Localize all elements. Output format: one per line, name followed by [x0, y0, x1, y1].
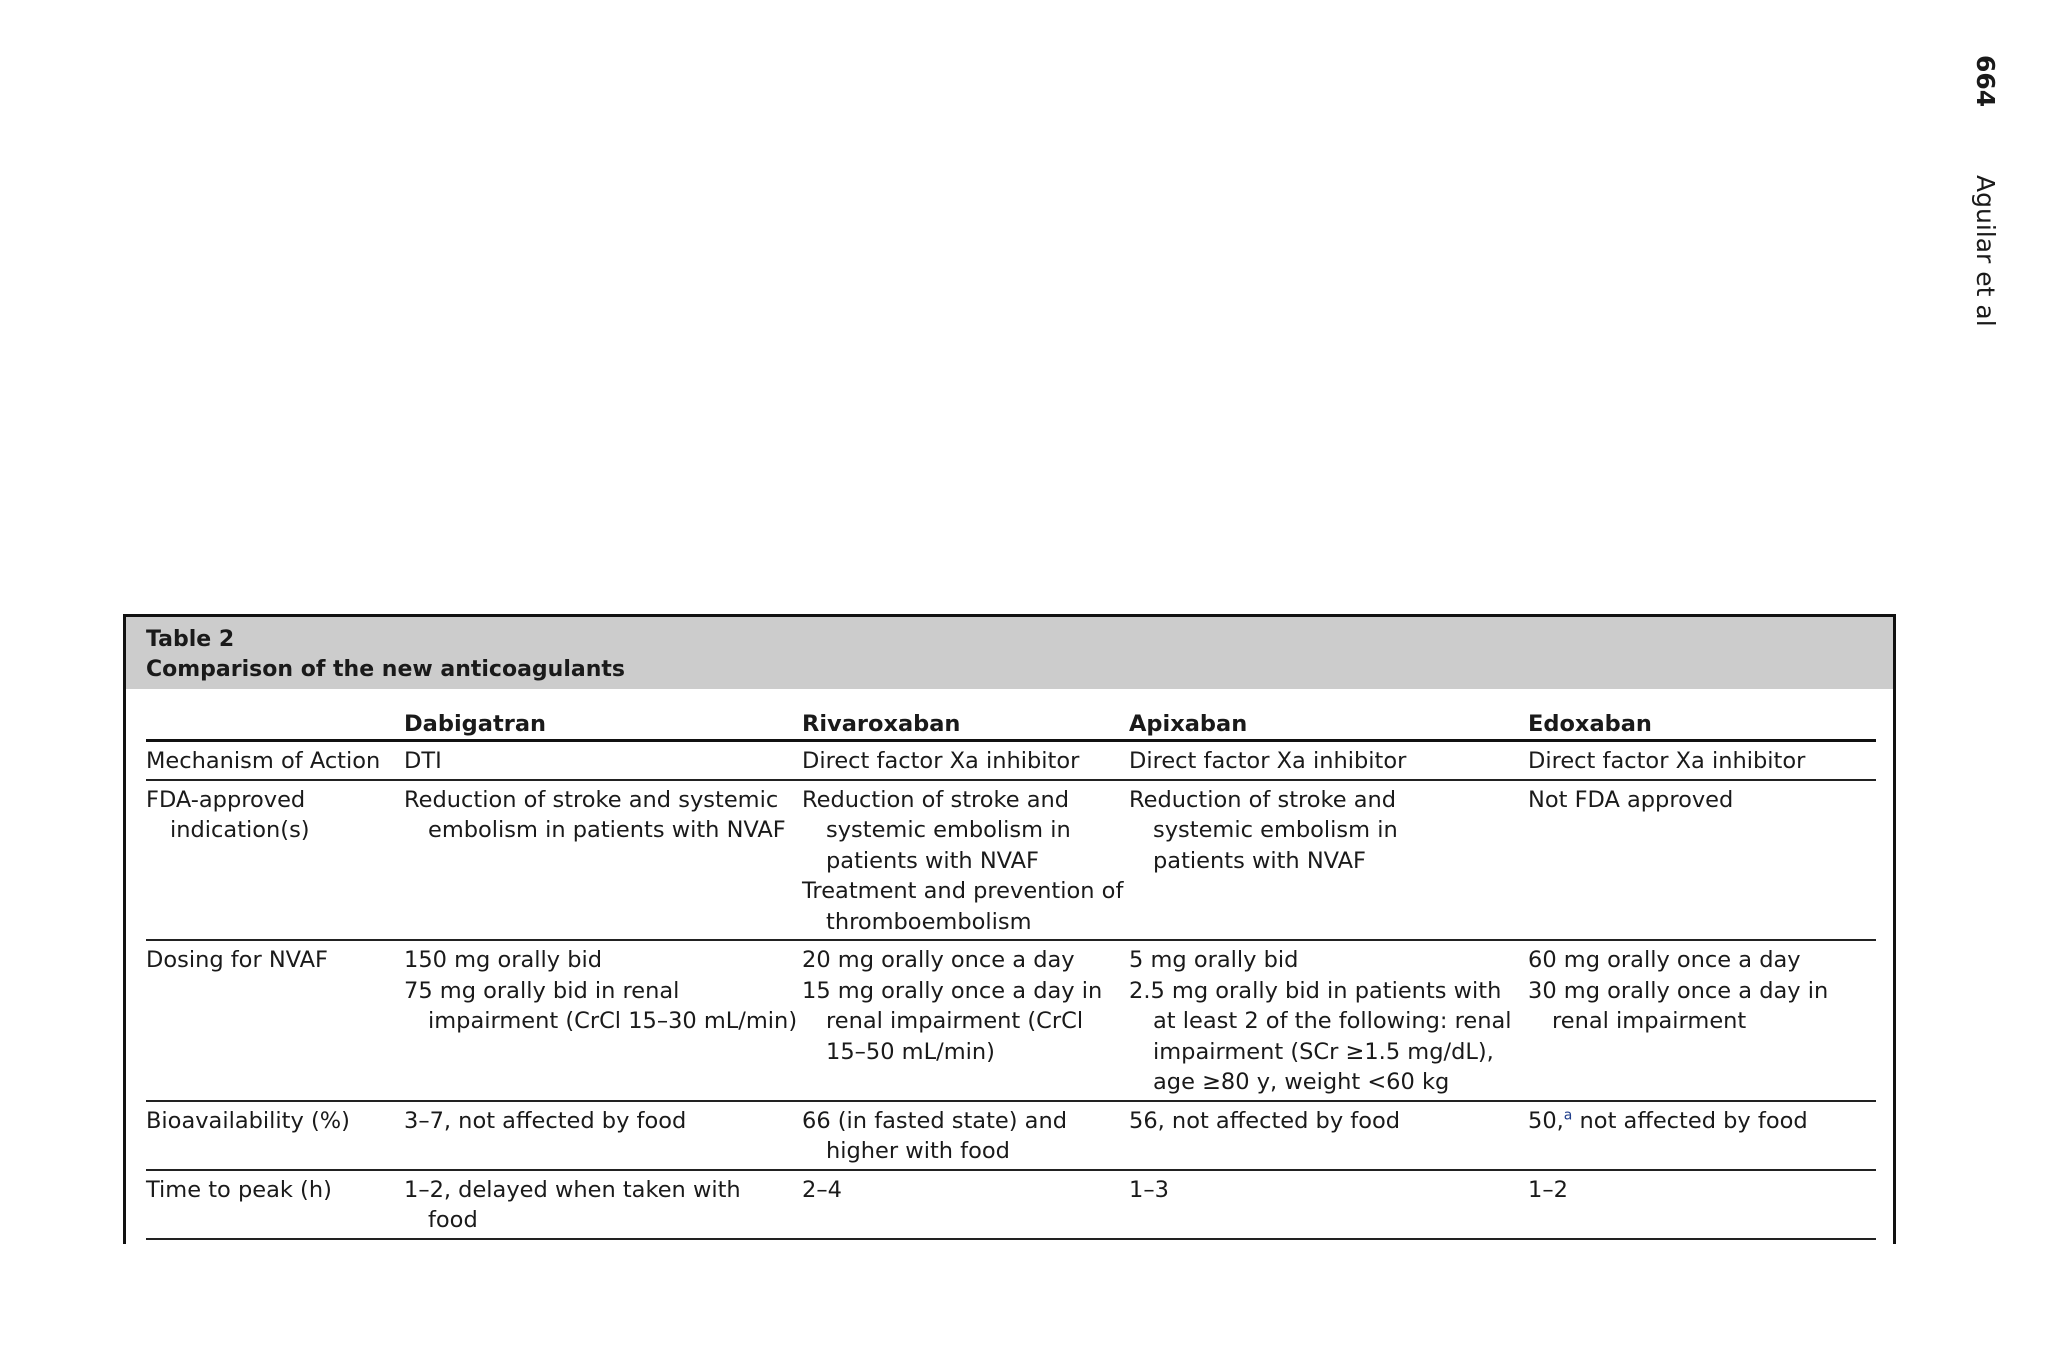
- table-cell: 1–2, delayed when taken with food: [404, 1176, 741, 1233]
- table-row: [146, 940, 1876, 1101]
- edoxaban-bioavailability-note: not affected by food: [1572, 1107, 1808, 1134]
- table-cell: Reduction of stroke and systemic embolism in patients with NVAF: [1129, 786, 1398, 874]
- table-cell: 56, not affected by food: [1129, 1107, 1401, 1134]
- table-label: Table 2: [146, 627, 235, 652]
- table-frame: [123, 614, 1896, 1244]
- page-number: 664: [1971, 55, 2000, 108]
- table-cell: Reduction of stroke and systemic embolism in patients with NVAF: [404, 786, 786, 843]
- table-cell: Treatment and prevention of thromboembolism: [802, 878, 1124, 935]
- table-cell: 1–2: [1528, 1176, 1568, 1203]
- column-header-edoxaban: Edoxaban: [1528, 699, 1876, 741]
- table-row: [146, 1170, 1876, 1239]
- table-cell: Direct factor Xa inhibitor: [1528, 748, 1806, 774]
- row-label: Dosing for NVAF: [146, 947, 328, 973]
- table-cell: 1–3: [1129, 1176, 1169, 1203]
- table-title: Comparison of the new anticoagulants: [146, 657, 626, 682]
- table-cell: Direct factor Xa inhibitor: [1129, 748, 1407, 774]
- table-row: [146, 780, 1876, 941]
- table-cell: Reduction of stroke and systemic embolism in patients with NVAF: [802, 786, 1071, 874]
- comparison-table: [146, 699, 1876, 1240]
- table-cell: 75 mg orally bid in renal impairment (CrCl 15–30 mL/min): [404, 977, 798, 1034]
- edoxaban-bioavailability-value: 50,: [1528, 1107, 1564, 1134]
- table-cell: 15 mg orally once a day in renal impairment (CrCl 15–50 mL/min): [802, 977, 1103, 1065]
- table-cell: 60 mg orally once a day: [1528, 947, 1801, 973]
- running-author: Aguilar et al: [1971, 175, 2000, 327]
- table-cell: [1528, 1106, 1876, 1137]
- table-cell: 66 (in fasted state) and higher with food: [802, 1107, 1068, 1164]
- table-cell: 30 mg orally once a day in renal impairment: [1528, 977, 1829, 1034]
- table-cell: 2–4: [802, 1176, 842, 1203]
- table-row: [146, 741, 1876, 780]
- table-cell: 3–7, not affected by food: [404, 1107, 687, 1134]
- row-label: Mechanism of Action: [146, 748, 381, 774]
- column-header-empty: [146, 699, 404, 741]
- table-header-row: [146, 699, 1876, 741]
- running-header: [1970, 55, 2010, 355]
- table-cell: Not FDA approved: [1528, 786, 1734, 813]
- table-cell: 2.5 mg orally bid in patients with at least 2 of the following: renal impairment (SCr ≥1.5 mg/dL), age ≥80 y, weight <60 kg: [1129, 977, 1512, 1095]
- column-header-dabigatran: Dabigatran: [404, 699, 802, 741]
- table-caption: [126, 617, 1893, 689]
- row-label: FDA-approved indication(s): [146, 786, 310, 843]
- column-header-rivaroxaban: Rivaroxaban: [802, 699, 1129, 741]
- row-label: Bioavailability (%): [146, 1107, 350, 1134]
- table-cell: Direct factor Xa inhibitor: [802, 748, 1080, 774]
- column-header-apixaban: Apixaban: [1129, 699, 1528, 741]
- footnote-marker[interactable]: a: [1563, 1107, 1573, 1123]
- table-cell: 20 mg orally once a day: [802, 947, 1075, 973]
- table-cell: 5 mg orally bid: [1129, 947, 1299, 973]
- table-cell: 150 mg orally bid: [404, 947, 603, 973]
- table-cell: DTI: [404, 748, 442, 774]
- row-label: Time to peak (h): [146, 1176, 332, 1203]
- table-row: [146, 1101, 1876, 1170]
